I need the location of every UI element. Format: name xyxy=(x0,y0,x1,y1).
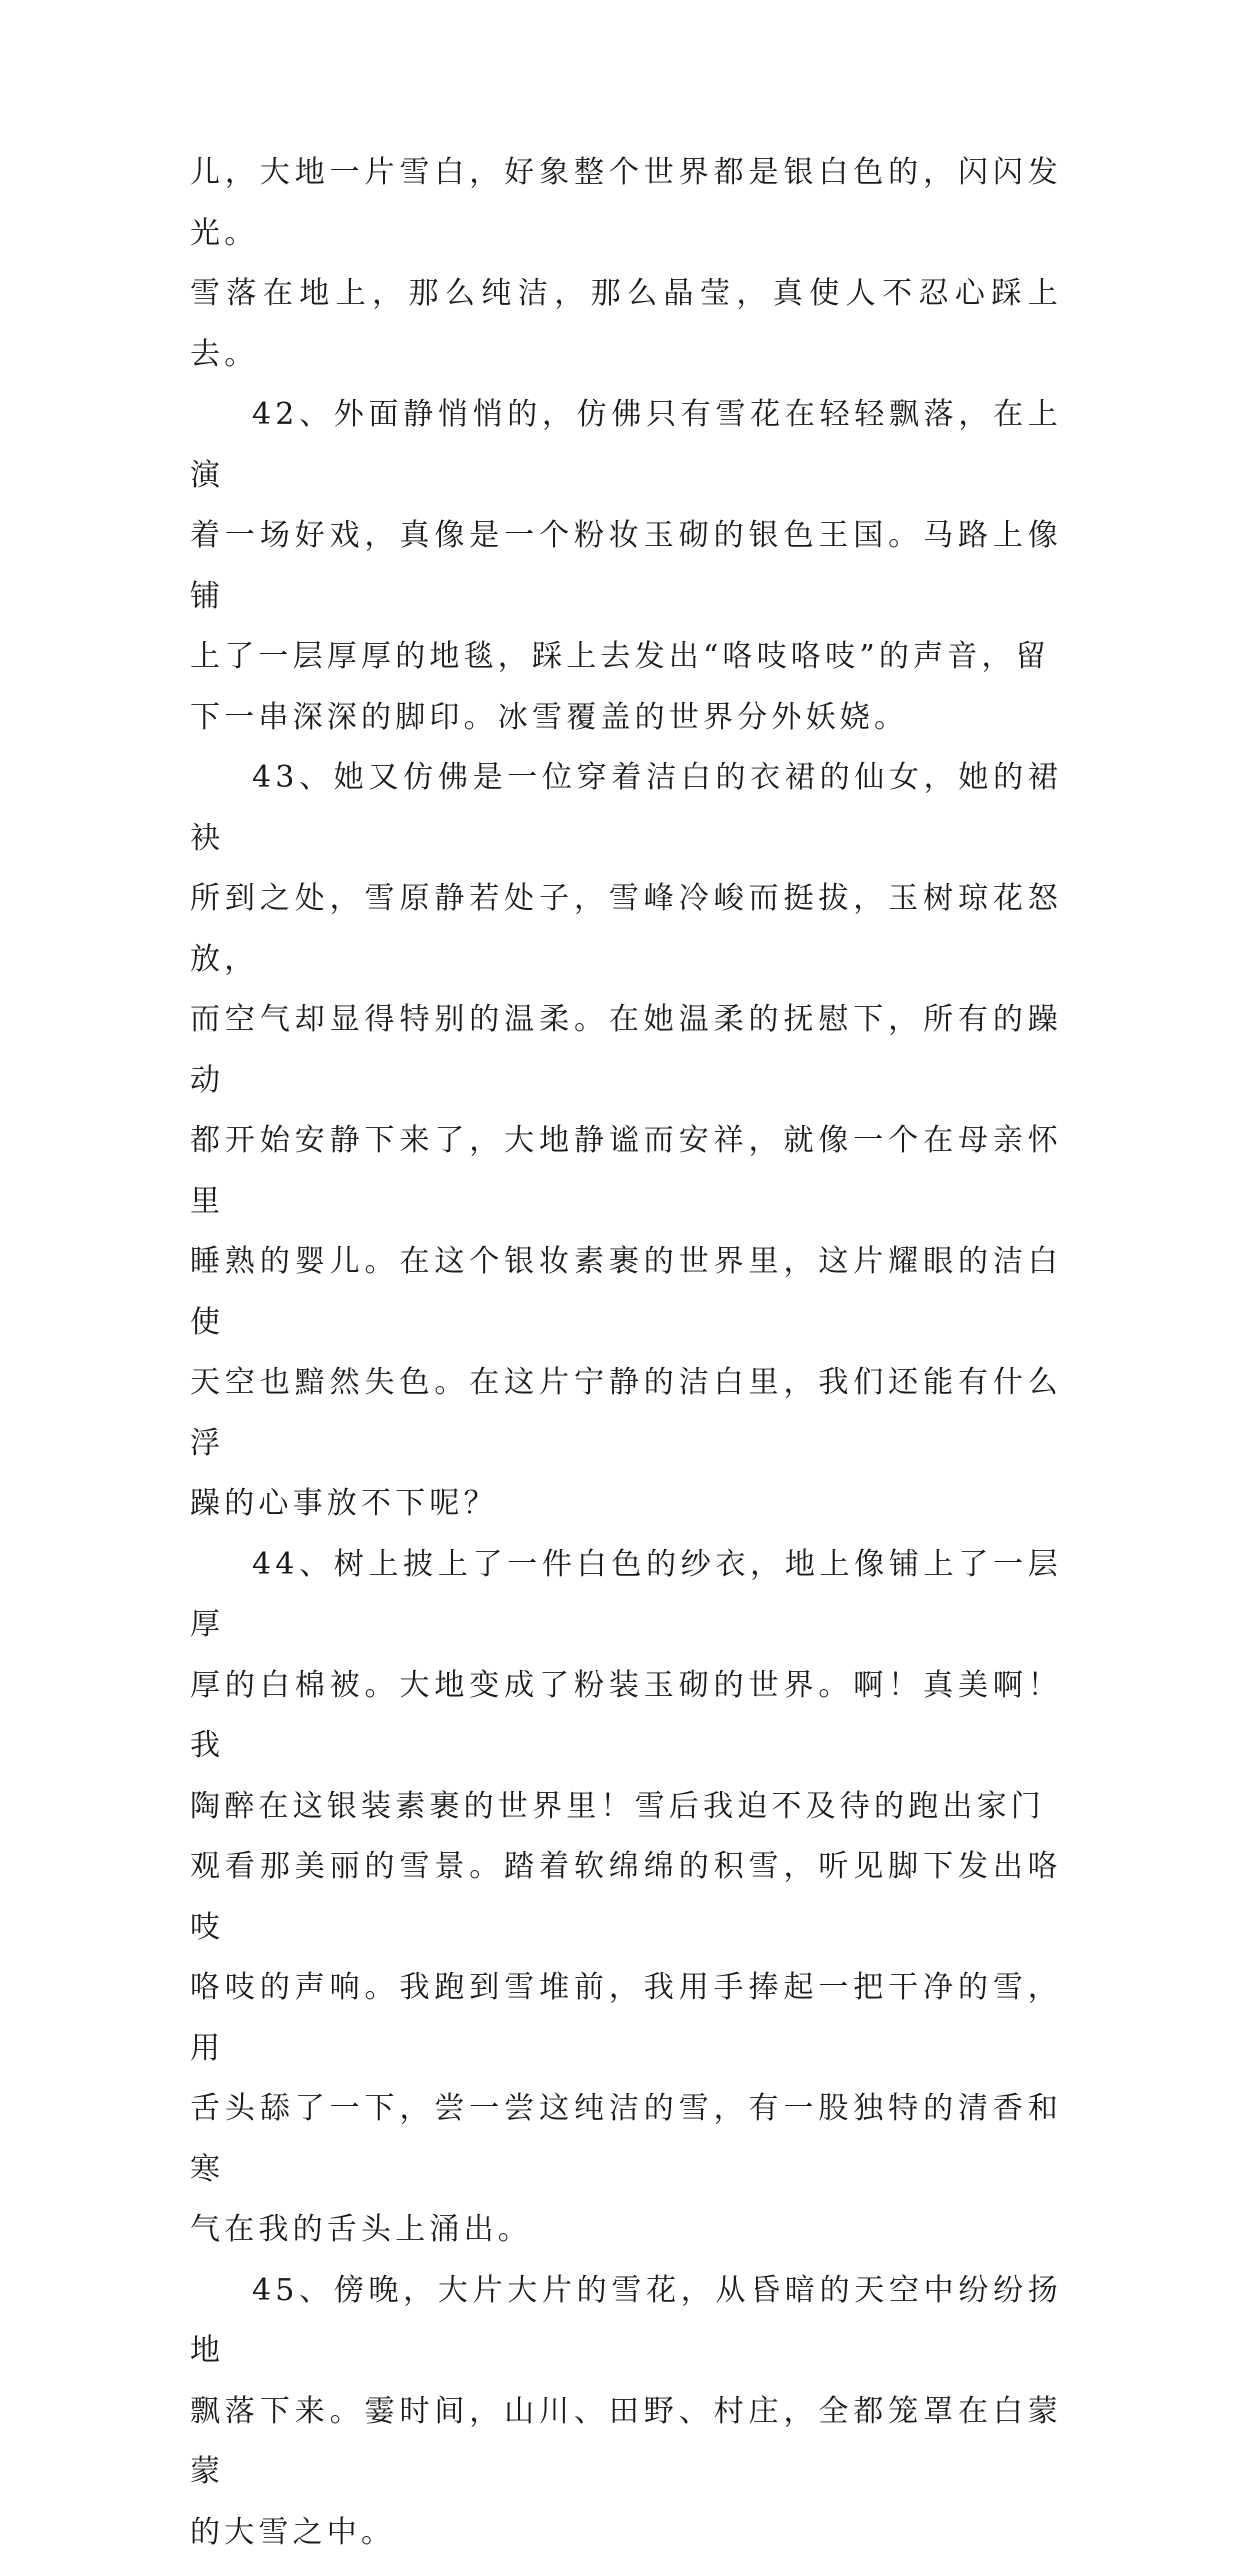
paragraph-43: 43、她又仿佛是一位穿着洁白的衣裙的仙女，她的裙袂 所到之处，雪原静若处子，雪峰冷峻而挺拔，玉树琼花怒放， 而空气却显得特别的温柔。在她温柔的抚慰下，所有的躁动 都开始安静下来了，大地静谧而安祥，就像一个在母亲怀里 睡熟的婴儿。在这个银妆素裹的世界里，这片耀眼的洁白使 天空也黯然失色。在这片宁静的洁白里，我们还能有什么浮 躁的心事放不下呢？ xyxy=(190,748,1062,1535)
document-body xyxy=(190,143,1062,2563)
paragraph-continuation: 儿，大地一片雪白，好象整个世界都是银白色的，闪闪发光。 雪落在地上，那么纯洁，那么晶莹，真使人不忍心踩上去。 xyxy=(190,143,1062,385)
paragraph-42: 42、外面静悄悄的，仿佛只有雪花在轻轻飘落，在上演 着一场好戏，真像是一个粉妆玉砌的银色王国。马路上像铺 上了一层厚厚的地毯，踩上去发出“咯吱咯吱”的声音，留 下一串深深的脚印。冰雪覆盖的世界分外妖娆。 xyxy=(190,385,1062,748)
paragraph-45: 45、傍晚，大片大片的雪花，从昏暗的天空中纷纷扬地 飘落下来。霎时间，山川、田野、村庄，全都笼罩在白蒙蒙 的大雪之中。 xyxy=(190,2261,1062,2563)
paragraph-44: 44、树上披上了一件白色的纱衣，地上像铺上了一层厚 厚的白棉被。大地变成了粉装玉砌的世界。啊！真美啊！我 陶醉在这银装素裹的世界里！雪后我迫不及待的跑出家门 观看那美丽的雪景。踏着软绵绵的积雪，听见脚下发出咯吱 咯吱的声响。我跑到雪堆前，我用手捧起一把干净的雪，用 舌头舔了一下，尝一尝这纯洁的雪，有一股独特的清香和寒 气在我的舌头上涌出。 xyxy=(190,1535,1062,2261)
